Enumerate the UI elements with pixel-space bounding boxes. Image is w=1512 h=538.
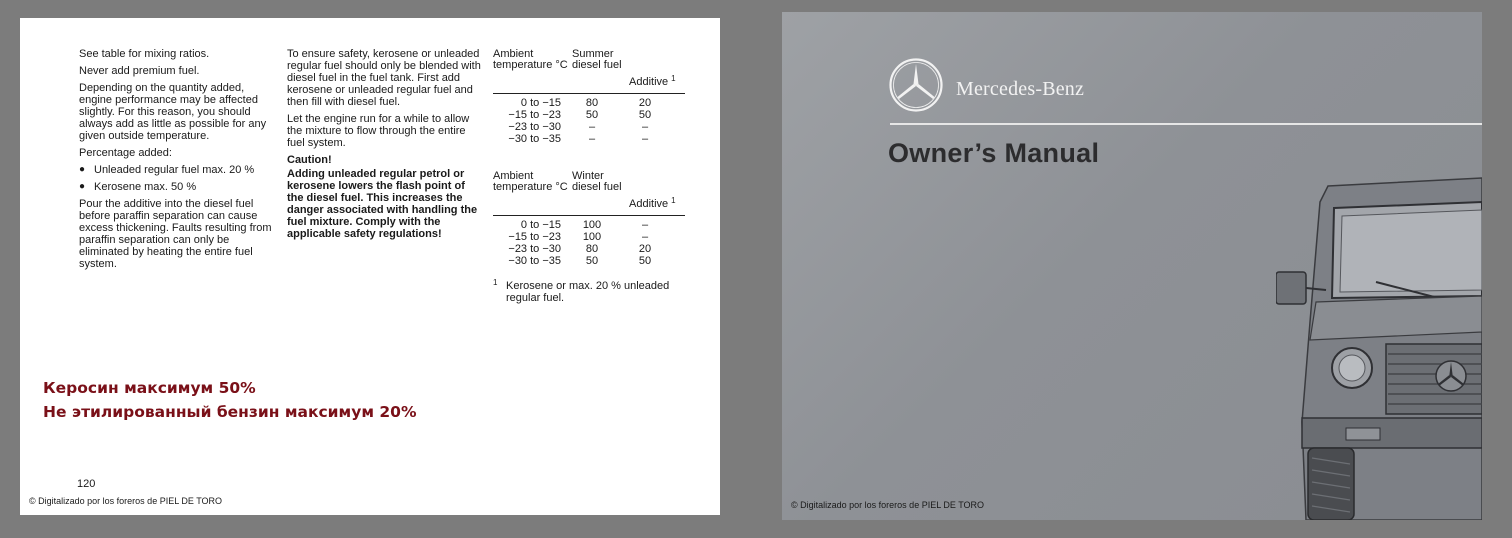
header-additive: Additive $^1$ xyxy=(629,74,676,88)
mercedes-star-icon xyxy=(888,57,944,113)
column-2 xyxy=(287,48,482,245)
table-header xyxy=(493,171,685,216)
table-row: −23 to −30 80 20 xyxy=(508,243,652,255)
safety-text: To ensure safety, kerosene or unleaded regular fuel should only be blended with diesel fuel in the fuel tank. First add kerosene or unleaded regular fuel and then fill with diesel fuel. xyxy=(287,48,481,108)
table-row: −15 to −23 50 50 xyxy=(508,109,652,121)
header-ambient: Ambient temperature °C xyxy=(493,48,568,71)
cover-title: Owner’s Manual xyxy=(888,138,1100,168)
column-1 xyxy=(79,48,274,275)
scan-credit: © Digitalizado por los foreros de PIEL DE TORO xyxy=(29,496,223,506)
table-row: −30 to −35 – – xyxy=(508,133,649,145)
paraffin-text: Pour the additive into the diesel fuel before paraffin separation can cause excess thickening. Faults resulting from paraffin separation can only be eliminated by heating the entire fuel system. xyxy=(79,198,272,270)
g-class-vehicle-illustration xyxy=(1276,172,1482,520)
header-summer-fuel: Summer diesel fuel xyxy=(572,48,622,71)
table-header xyxy=(493,49,685,94)
table-row: −23 to −30 – – xyxy=(508,121,649,133)
bullet-icon: ● xyxy=(79,164,86,175)
table-row: −15 to −23 100 – xyxy=(508,231,649,243)
divider xyxy=(890,123,1482,125)
table-row: −30 to −35 50 50 xyxy=(508,255,652,267)
scan-credit: © Digitalizado por los foreros de PIEL DE TORO xyxy=(791,500,985,510)
mixing-ratios-text: See table for mixing ratios. xyxy=(79,48,210,60)
bullet-unleaded: ● Unleaded regular fuel max. 20 % xyxy=(79,164,255,176)
page-number: 120 xyxy=(77,478,96,490)
header-additive: Additive $^1$ xyxy=(629,196,676,210)
caution-title: Caution! xyxy=(287,154,332,166)
russian-line-unleaded: Не этилированный бензин максимум 20% xyxy=(43,403,417,421)
manual-cover xyxy=(782,12,1482,520)
caution-body: Adding unleaded regular petrol or kerosene lowers the flash point of the diesel fuel. This increases the danger associated with handling the fuel mixture. Comply with the applicable safety regulations! xyxy=(287,168,478,240)
bullet-icon: ● xyxy=(79,181,86,192)
header-ambient: Ambient temperature °C xyxy=(493,170,568,193)
summer-fuel-table xyxy=(493,49,685,146)
percentage-label: Percentage added: xyxy=(79,147,172,159)
table-row: 0 to −15 100 – xyxy=(520,219,649,231)
premium-fuel-text: Never add premium fuel. xyxy=(79,65,200,77)
table-row: 0 to −15 80 20 xyxy=(520,97,652,109)
quantity-text: Depending on the quantity added, engine performance may be affected slightly. For this reason, you should always add as little as possible for any given outside temperature. xyxy=(79,82,267,142)
header-winter-fuel: Winter diesel fuel xyxy=(572,170,622,193)
winter-fuel-table xyxy=(493,171,685,268)
russian-annotation xyxy=(43,376,416,424)
bullet-kerosene: ● Kerosene max. 50 % xyxy=(79,181,197,193)
manual-page-120 xyxy=(20,18,720,515)
brand-name: Mercedes-Benz xyxy=(956,78,1085,100)
engine-run-text: Let the engine run for a while to allow the mixture to flow through the entire fuel system. xyxy=(287,113,470,149)
russian-line-kerosene: Керосин максимум 50% xyxy=(43,379,256,397)
footnote: 1 Kerosene or max. 20 % unleaded regular fuel. xyxy=(493,278,670,304)
